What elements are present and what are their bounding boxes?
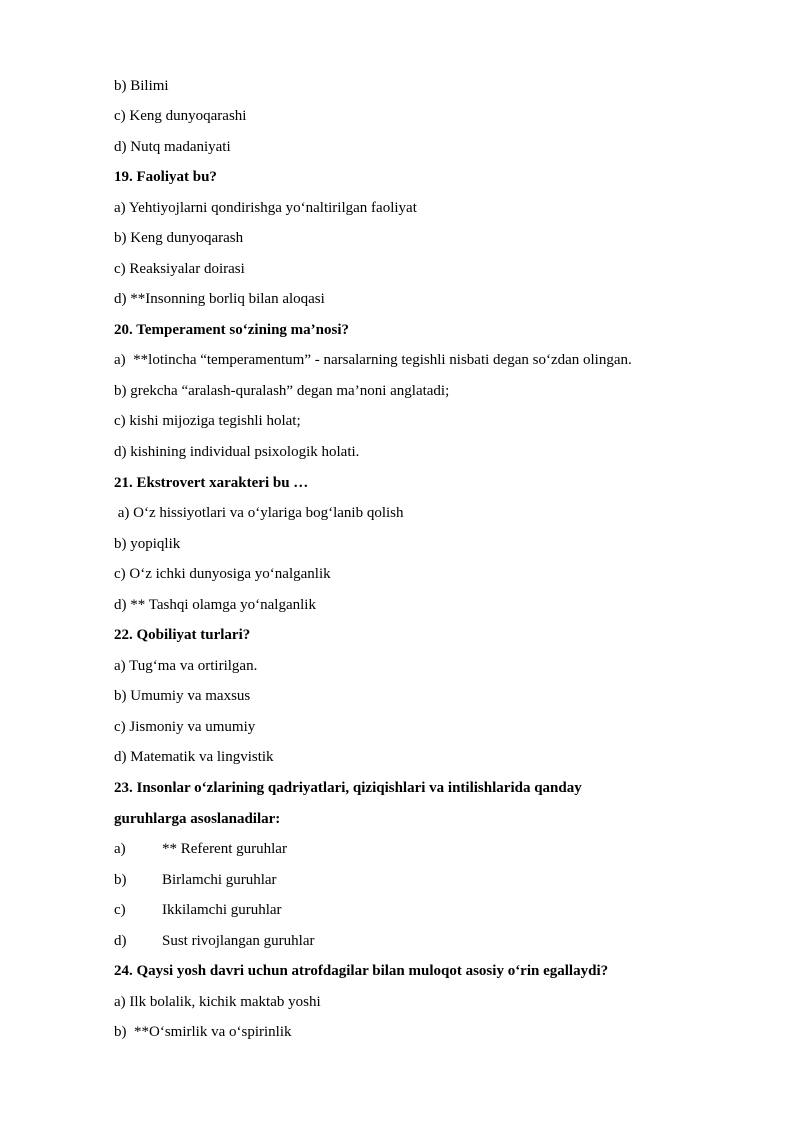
answer-option: b) grekcha “aralash-quralash” degan ma’noni anglatadi;: [114, 383, 450, 399]
answer-option: c) Jismoniy va umumiy: [114, 719, 256, 735]
answer-option: c) Reaksiyalar doirasi: [114, 261, 245, 277]
question-23-line1: 23. Insonlar o‘zlarining qadriyatlari, qiziqishlari va intilishlarida qanday: [114, 780, 582, 796]
answer-option: [114, 932, 314, 950]
option-text: Ikkilamchi guruhlar: [162, 902, 282, 918]
question-22: 22. Qobiliyat turlari?: [114, 627, 251, 643]
answer-option: d) **Insonning borliq bilan aloqasi: [114, 291, 325, 307]
option-letter: a): [114, 841, 126, 857]
answer-option: c) O‘z ichki dunyosiga yo‘nalganlik: [114, 566, 331, 582]
answer-option: b) **O‘smirlik va o‘spirinlik: [114, 1024, 292, 1040]
answer-option: b) yopiqlik: [114, 536, 181, 552]
answer-option: [114, 840, 287, 858]
question-19: 19. Faoliyat bu?: [114, 169, 217, 185]
answer-option: a) O‘z hissiyotlari va o‘ylariga bog‘lanib qolish: [114, 505, 404, 521]
option-letter: b): [114, 872, 127, 888]
option-letter: d): [114, 933, 127, 949]
answer-option: a) Tug‘ma va ortirilgan.: [114, 658, 258, 674]
answer-option: [114, 871, 277, 889]
answer-option: d) kishining individual psixologik holati.: [114, 444, 360, 460]
question-23-line2: guruhlarga asoslanadilar:: [114, 811, 281, 827]
answer-option: d) ** Tashqi olamga yo‘nalganlik: [114, 597, 316, 613]
option-text: ** Referent guruhlar: [162, 841, 287, 857]
question-21: 21. Ekstrovert xarakteri bu …: [114, 475, 309, 491]
answer-option: a) **lotincha “temperamentum” - narsalarning tegishli nisbati degan so‘zdan olingan.: [114, 352, 632, 368]
answer-option: [114, 901, 282, 919]
answer-option: c) Keng dunyoqarashi: [114, 108, 247, 124]
option-text: Sust rivojlangan guruhlar: [162, 933, 315, 949]
answer-option: c) kishi mijoziga tegishli holat;: [114, 413, 301, 429]
option-text: Birlamchi guruhlar: [162, 872, 277, 888]
answer-option: d) Matematik va lingvistik: [114, 749, 274, 765]
answer-option: b) Keng dunyoqarash: [114, 230, 244, 246]
answer-option: b) Bilimi: [114, 78, 169, 94]
answer-option: a) Yehtiyojlarni qondirishga yo‘naltirilgan faoliyat: [114, 200, 417, 216]
question-24: 24. Qaysi yosh davri uchun atrofdagilar bilan muloqot asosiy o‘rin egallaydi?: [114, 963, 609, 979]
answer-option: d) Nutq madaniyati: [114, 139, 231, 155]
answer-option: a) Ilk bolalik, kichik maktab yoshi: [114, 994, 321, 1010]
answer-option: b) Umumiy va maxsus: [114, 688, 251, 704]
question-20: 20. Temperament so‘zining ma’nosi?: [114, 322, 350, 338]
option-letter: c): [114, 902, 126, 918]
